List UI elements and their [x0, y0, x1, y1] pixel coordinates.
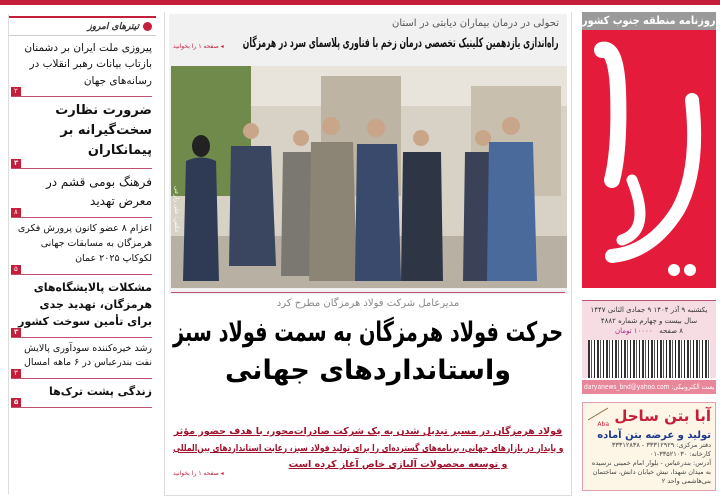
headline-text: مشکلات پالایشگاه‌های هرمزگان، تهدید جدی برای تأمین سوخت کشور [18, 280, 152, 328]
main-story-kicker: مدیرعامل شرکت فولاد هرمزگان مطرح کرد [276, 298, 460, 309]
paper-tagline: روزنامه منطقه جنوب کشور [582, 14, 716, 27]
ad-title: آبا بتن ساحل [614, 406, 711, 425]
ad-brand-logo [587, 407, 609, 428]
issue-info [582, 300, 716, 378]
lead-line: و پایدار در بازارهای جهانی، برنامه‌های گسترده‌ای را برای تولید فولاد سبز، رعایت استانداردهای بین‌المللی [172, 442, 563, 454]
top-story-photo [171, 66, 567, 288]
sidebar-title: تیترهای امروز [87, 21, 139, 32]
issue-date: یکشنبه ۹ آذر ۱۴۰۴ ۹ جمادی الثانی ۱۴۴۷ [590, 306, 708, 314]
divider [171, 292, 565, 293]
headline-item[interactable] [9, 379, 156, 408]
masthead-column [582, 12, 716, 491]
page-badge: ۵ [11, 265, 21, 274]
ad-office-phone: دفتر مرکزی: ۳۳۳۱۲۹۲۹ - ۳۳۳۱۲۸۳۸ [611, 440, 711, 449]
page-badge: ۲ [11, 87, 21, 96]
barcode [588, 340, 710, 378]
headline-item[interactable] [9, 218, 156, 274]
newspaper-logo [582, 30, 716, 288]
ad-address: آدرس: بندرعباس - بلوار امام خمینی نرسیده به میدان شهدا، نبش خیابان دانش، ساختمان بنی‌هاشمی واحد ۲ [591, 458, 711, 485]
top-rule [0, 0, 720, 5]
top-story-headline[interactable]: راه‌اندازی یازدهمین کلینیک تخصصی درمان زخم با فناوری پلاسمای سرد در هرمزگان [243, 36, 559, 51]
headline-item[interactable] [9, 97, 156, 169]
headline-item[interactable] [9, 275, 156, 338]
headline-item[interactable] [9, 36, 156, 97]
headline-text: اعزام ۸ عضو کانون پرورش فکری هرمزگان به مسابقات جهانی لکوکاپ ۲۰۲۵ عمان [17, 223, 152, 264]
page-badge: ۳ [11, 328, 21, 337]
paper-tagline-box [582, 12, 716, 30]
page-count: ۸ صفحه [659, 327, 684, 335]
top-story-read-more[interactable]: ◂ صفحه ۱ را بخوانید [173, 43, 224, 50]
photo-credit: عکس: علی زارعی [173, 186, 180, 233]
ad-factory-phone: کارخانه: ۳۳۵۲۱۰۳۰-۰۱ [649, 449, 711, 458]
headlines-sidebar [8, 14, 156, 494]
lead-line: و توسعه محصولات آلیاژی خاص آغاز کرده است [288, 459, 508, 471]
advertisement[interactable] [582, 402, 716, 491]
headline-line: حرکت فولاد هرمزگان به سمت فولاد سبز [172, 317, 563, 348]
contact-email-box[interactable] [582, 380, 716, 394]
main-story-kicker-box [165, 298, 571, 309]
headline-text: زندگی پشت ترک‌ها [49, 385, 152, 399]
page-badge: ۵ [11, 398, 21, 407]
main-story-read-more[interactable]: ◂ صفحه ۱ را بخوانید [173, 470, 224, 477]
top-story-kicker-box [177, 18, 559, 29]
headline-text: ضرورت نظارت سخت‌گیرانه بر پیمانکاران [55, 102, 152, 159]
top-story-headline-box[interactable] [243, 36, 559, 56]
read-more-text: صفحه ۱ را بخوانید [173, 470, 219, 477]
top-story-kicker: تحولی در درمان بیماران دیابتی در استان [391, 18, 559, 29]
lead-line: فولاد هرمزگان در مسیر تبدیل شدن به یک شرکت صادرات‌محور، با هدف حضور مؤثر [173, 426, 563, 437]
ad-brand-text: Aba [597, 420, 609, 428]
issue-number: سال بیست و چهارم شماره ۴۸۸۲ [600, 316, 698, 325]
main-column [164, 12, 572, 496]
read-more-text: صفحه ۱ را بخوانید [173, 43, 219, 50]
headline-text: فرهنگ بومی قشم در معرض تهدید [45, 175, 152, 208]
sidebar-header [9, 16, 156, 36]
headline-item[interactable] [9, 169, 156, 218]
main-story-headline[interactable] [173, 314, 563, 390]
ad-subtitle: تولید و عرضه بتن آماده [597, 429, 711, 441]
page-badge: ۸ [11, 208, 21, 217]
price: ۱۰۰۰۰ تومان [614, 327, 653, 335]
headline-text: رشد خیره‌کننده سودآوری پالایش نفت بندرعباس در ۶ ماهه امسال [23, 342, 152, 369]
headline-line: واستانداردهای جهانی [224, 355, 512, 386]
page-badge: ۳ [11, 159, 21, 168]
headline-text: پیروزی ملت ایران بر دشمنان بازتاب بیانات رهبر انقلاب در رسانه‌های جهان [24, 42, 152, 87]
contact-email[interactable]: پست الکترونیکی: daryanews_bnd@yahoo.com [583, 382, 714, 391]
bullet-icon [143, 22, 152, 31]
main-story-lead [173, 424, 563, 474]
page-badge: ۳ [11, 369, 21, 378]
headline-item[interactable] [9, 338, 156, 379]
